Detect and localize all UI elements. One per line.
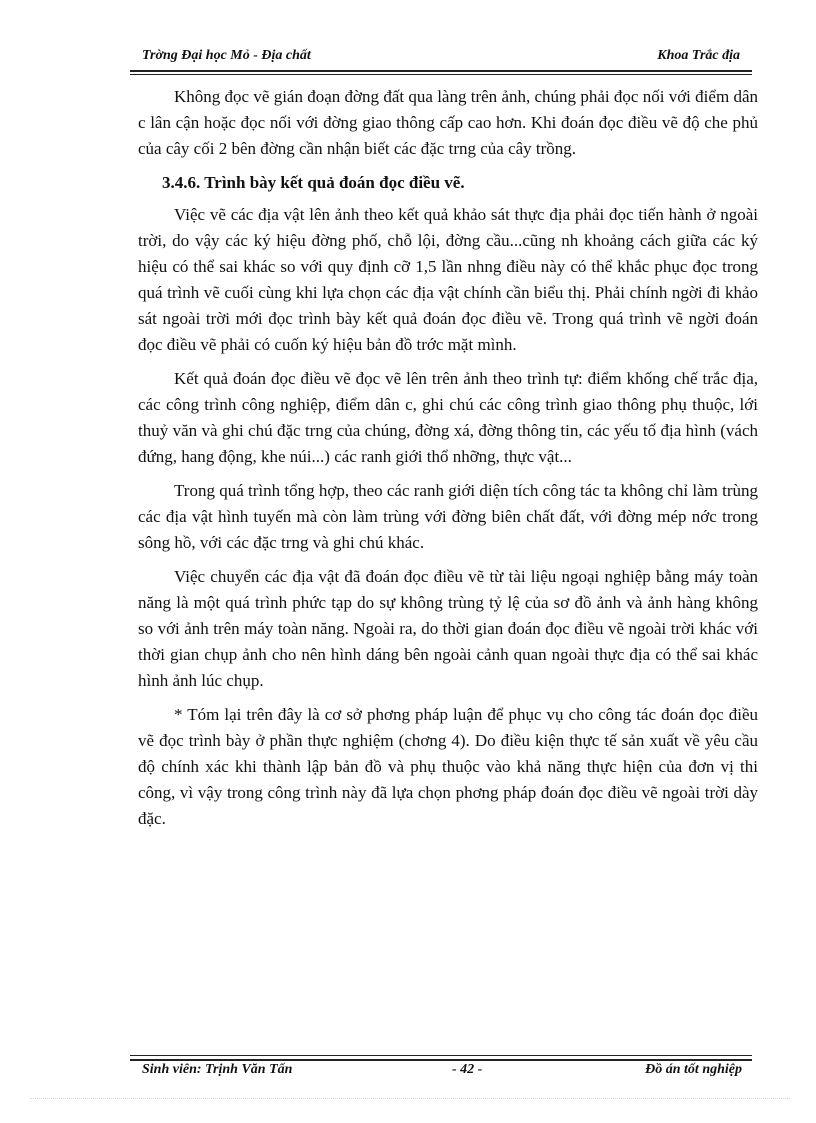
footer-student: Sinh viên: Trịnh Văn Tấn: [142, 1062, 293, 1077]
footer-thesis: Đồ án tốt nghiệp: [645, 1062, 742, 1077]
paragraph-5: Việc chuyển các địa vật đã đoán đọc điều vẽ từ tài liệu ngoại nghiệp bằng máy toàn năng là một quá trình phức tạp do sự không trùng tỷ lệ của sơ đồ ảnh và ảnh hàng không so với ảnh trên máy toàn năng. Ngoài ra, do thời gian đoán đọc điều vẽ ngoài trời khác với thời gian chụp ảnh cho nên hình dáng bên ngoài cảnh quan ngoài thực địa có thể sai khác hình ảnh lúc chụp.: [138, 567, 758, 690]
paragraph-4: Trong quá trình tổng hợp, theo các ranh giới diện tích công tác ta không chỉ làm trùng các địa vật hình tuyến mà còn làm trùng với đờng biên chất đất, với đờng mép nớc trong sông hồ, với các đặc trng và ghi chú khác.: [138, 481, 758, 552]
paragraph-3: Kết quả đoán đọc điều vẽ đọc vẽ lên trên ảnh theo trình tự: điểm khống chế trắc địa, các công trình công nghiệp, điểm dân c, ghi chú các công trình giao thông phụ thuộc, lới thuỷ văn và ghi chú đặc trng của chúng, đờng xá, đờng thông tin, các yếu tố địa hình (vách đứng, hang động, khe núi...) các ranh giới thổ nhỡng, thực vật...: [138, 369, 758, 466]
page-bottom-divider: [30, 1098, 790, 1099]
section-heading: 3.4.6. Trình bày kết quả đoán đọc điều vẽ.: [162, 173, 465, 192]
paragraph-6: * Tóm lại trên đây là cơ sở phơng pháp luận để phục vụ cho công tác đoán đọc điều vẽ đọc trình bày ở phần thực nghiệm (chơng 4). Do điều kiện thực tế sản xuất về yêu cầu độ chính xác khi thành lập bản đồ và phụ thuộc vào khả năng thực hiện của đơn vị thi công, vì vậy trong công trình này đã lựa chọn phơng pháp đoán đọc điều vẽ ngoài trời dày đặc.: [138, 705, 758, 828]
paragraph-2: Việc vẽ các địa vật lên ảnh theo kết quả khảo sát thực địa phải đọc tiến hành ở ngoài trời, do vậy các ký hiệu đờng phố, chỗ lội, đờng cầu...cũng nh khoảng cách giữa các ký hiệu có thể sai khác so với quy định cỡ 1,5 lần nhng điều này có thể khắc phục đọc trong quá trình vẽ cuối cùng khi lựa chọn các địa vật chính cần biểu thị. Phải chính ngời đi khảo sát ngoài trời mới đọc trình bày kết quả đoán đọc điều vẽ. Trong quá trình vẽ ngời đoán đọc điều vẽ phải có cuốn ký hiệu bản đồ trớc mặt mình.: [138, 205, 758, 354]
page-number: - 42 -: [452, 1062, 483, 1077]
page-footer: [130, 1062, 750, 1084]
header-faculty: Khoa Trắc địa: [657, 48, 740, 63]
header-rule-thin: [130, 74, 752, 75]
paragraph-1: Không đọc vẽ gián đoạn đờng đất qua làng trên ảnh, chúng phải đọc nối với điểm dân c lân cận hoặc đọc nối với đờng giao thông cấp cao hơn. Khi đoán đọc điều vẽ độ che phủ của cây cối 2 bên đờng cần nhận biết các đặc trng của cây trồng.: [138, 87, 758, 158]
footer-rule-thin: [130, 1055, 752, 1056]
document-body: [138, 84, 758, 840]
header-university: Trờng Đại học Mỏ - Địa chất: [142, 48, 311, 63]
footer-rule: [130, 1059, 752, 1061]
page-header: [130, 46, 750, 70]
header-rule: [130, 70, 752, 72]
